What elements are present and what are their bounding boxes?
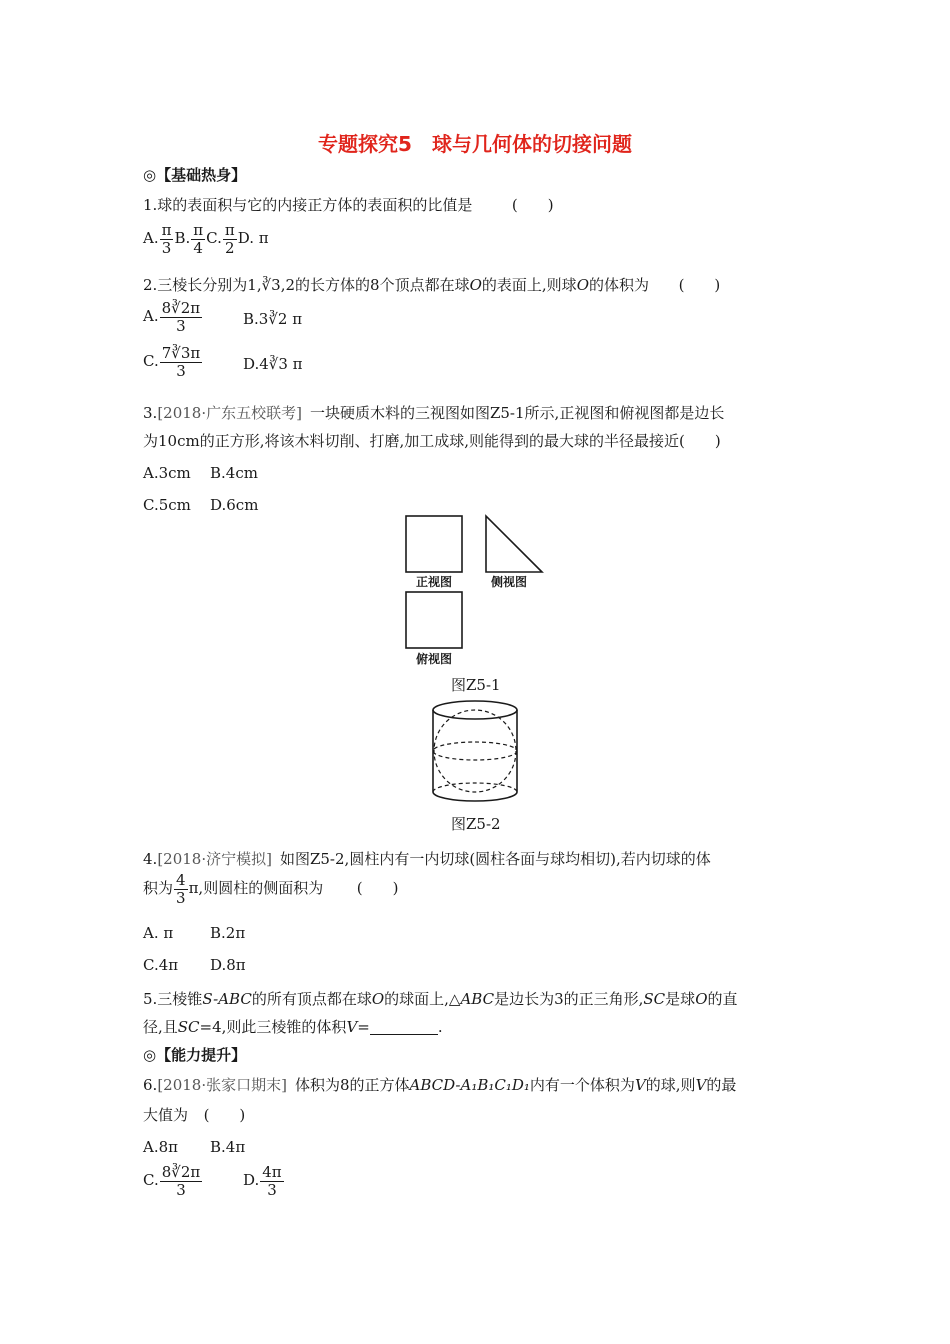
q2-a-frac: $\frac{8∛2\pi}{3}$ bbox=[161, 299, 201, 335]
caption-z5-1: 图Z5-1 bbox=[451, 676, 501, 694]
q5-answer-blank[interactable] bbox=[370, 1020, 438, 1035]
q6-option-d bbox=[243, 1164, 285, 1198]
q1-stem bbox=[143, 198, 554, 213]
label-side-view: 侧视图 bbox=[491, 575, 528, 589]
figure-z5-1 bbox=[400, 510, 560, 670]
q1-paren: ( ) bbox=[511, 196, 554, 214]
q6-option-b: B.4π bbox=[210, 1138, 246, 1156]
q3-line1 bbox=[143, 406, 724, 421]
cylinder-bottom-front bbox=[433, 792, 517, 801]
q6-line2 bbox=[143, 1108, 245, 1123]
q6-c-label: C. bbox=[143, 1171, 159, 1189]
label-top-view: 俯视图 bbox=[416, 652, 453, 666]
section-basic: ◎【基础热身】 bbox=[143, 166, 247, 184]
q2-stem-end: 的体积为 bbox=[589, 276, 650, 294]
q2-stem-mid: 的表面上,则球 bbox=[481, 276, 577, 294]
q4-line2 bbox=[143, 872, 398, 906]
q4-option-c: C.4π bbox=[143, 956, 179, 974]
q2-option-d: D.4∛3 π bbox=[243, 355, 303, 373]
q2-option-c bbox=[143, 345, 203, 379]
q4-option-d: D.8π bbox=[210, 956, 246, 974]
cylinder-bottom-back bbox=[433, 783, 517, 792]
q3-line2: 为10cm的正方形,将该木料切削、打磨,加工成球,则能得到的最大球的半径最接近( ) bbox=[143, 432, 721, 450]
q1-c-label: C. bbox=[206, 229, 222, 247]
q2-c-label: C. bbox=[143, 352, 159, 370]
q6-line2-text: 大值为 bbox=[143, 1106, 189, 1124]
q3-option-c: C.5cm bbox=[143, 496, 191, 514]
q4-num: 4. bbox=[143, 850, 158, 868]
q4-line1-text: 如图Z5-2,圆柱内有一内切球(圆柱各面与球均相切),若内切球的体 bbox=[279, 850, 711, 868]
q4-option-b: B.2π bbox=[210, 924, 246, 942]
front-view-square bbox=[406, 516, 462, 572]
q3-source: [2018·广东五校联考] bbox=[157, 404, 302, 422]
q6-option-a: A.8π bbox=[143, 1138, 179, 1156]
q1-d-label: D. π bbox=[237, 229, 269, 247]
side-view-triangle bbox=[486, 516, 542, 572]
q2-stem-pre: 2.三棱长分别为1, bbox=[143, 276, 262, 294]
q6-d-label: D. bbox=[243, 1171, 260, 1189]
q6-option-c bbox=[143, 1164, 203, 1198]
q1-a-frac: $\frac{\pi}{3}$ bbox=[161, 221, 172, 257]
section-advanced: ◎【能力提升】 bbox=[143, 1046, 247, 1064]
q2-root: ∛3 bbox=[261, 276, 281, 294]
q1-b-label: B. bbox=[174, 229, 191, 247]
page-title: 专题探究5 球与几何体的切接问题 bbox=[318, 132, 632, 156]
q2-o2: O bbox=[576, 276, 589, 294]
q2-paren: ( ) bbox=[678, 276, 721, 294]
caption-z5-2: 图Z5-2 bbox=[451, 815, 501, 833]
figure-z5-2 bbox=[425, 696, 525, 808]
q4-line2-pre: 积为 bbox=[143, 879, 174, 897]
q6-paren: ( ) bbox=[203, 1106, 246, 1124]
q3-option-b: B.4cm bbox=[210, 464, 258, 482]
q4-line1 bbox=[143, 852, 711, 867]
q1-a-label: A. bbox=[143, 229, 159, 247]
q4-paren: ( ) bbox=[356, 879, 399, 897]
q3-num: 3. bbox=[143, 404, 158, 422]
q6-line1: 6.[2018·张家口期末] 体积为8的正方体ABCD-A₁B₁C₁D₁内有一个体积为V的球,则V的最 bbox=[143, 1076, 737, 1094]
q3-option-a: A.3cm bbox=[143, 464, 191, 482]
q6-source: [2018·张家口期末] bbox=[157, 1076, 287, 1094]
q6-c-frac: $\frac{8∛2\pi}{3}$ bbox=[161, 1163, 201, 1199]
q2-a-label: A. bbox=[143, 307, 159, 325]
q2-o1: O bbox=[469, 276, 482, 294]
q3-line1-text: 一块硬质木料的三视图如图Z5-1所示,正视图和俯视图都是边长 bbox=[309, 404, 725, 422]
q1-c-frac: $\frac{\pi}{2}$ bbox=[224, 221, 235, 257]
sphere-equator bbox=[433, 742, 517, 760]
q5-line1: 5.三棱锥S-ABC的所有顶点都在球O的球面上,△ABC是边长为3的正三角形,SC是球O的直 bbox=[143, 990, 738, 1008]
q4-source: [2018·济宁模拟] bbox=[157, 850, 272, 868]
q4-line2-post: π,则圆柱的侧面积为 bbox=[188, 879, 324, 897]
q4-frac: $\frac{4}{3}$ bbox=[176, 871, 186, 907]
q4-option-a: A. π bbox=[143, 924, 174, 942]
q2-stem-post: ,2的长方体的8个顶点都在球 bbox=[280, 276, 470, 294]
q2-option-a bbox=[143, 300, 203, 334]
q1-stem-text: 1.球的表面积与它的内接正方体的表面积的比值是 bbox=[143, 196, 473, 214]
inscribed-sphere bbox=[434, 710, 516, 792]
q2-stem bbox=[143, 278, 720, 293]
label-front-view: 正视图 bbox=[416, 575, 453, 589]
q6-d-frac: $\frac{4\pi}{3}$ bbox=[262, 1163, 282, 1199]
top-view-square bbox=[406, 592, 462, 648]
q2-option-b: B.3∛2 π bbox=[243, 310, 303, 328]
q5-line2: 径,且SC=4,则此三棱锥的体积V= . bbox=[143, 1018, 443, 1036]
q2-c-frac: $\frac{7∛3\pi}{3}$ bbox=[161, 344, 201, 380]
q1-options bbox=[143, 222, 269, 256]
q1-b-frac: $\frac{\pi}{4}$ bbox=[193, 221, 204, 257]
q3-option-d: D.6cm bbox=[210, 496, 259, 514]
q6-num: 6. bbox=[143, 1076, 158, 1094]
